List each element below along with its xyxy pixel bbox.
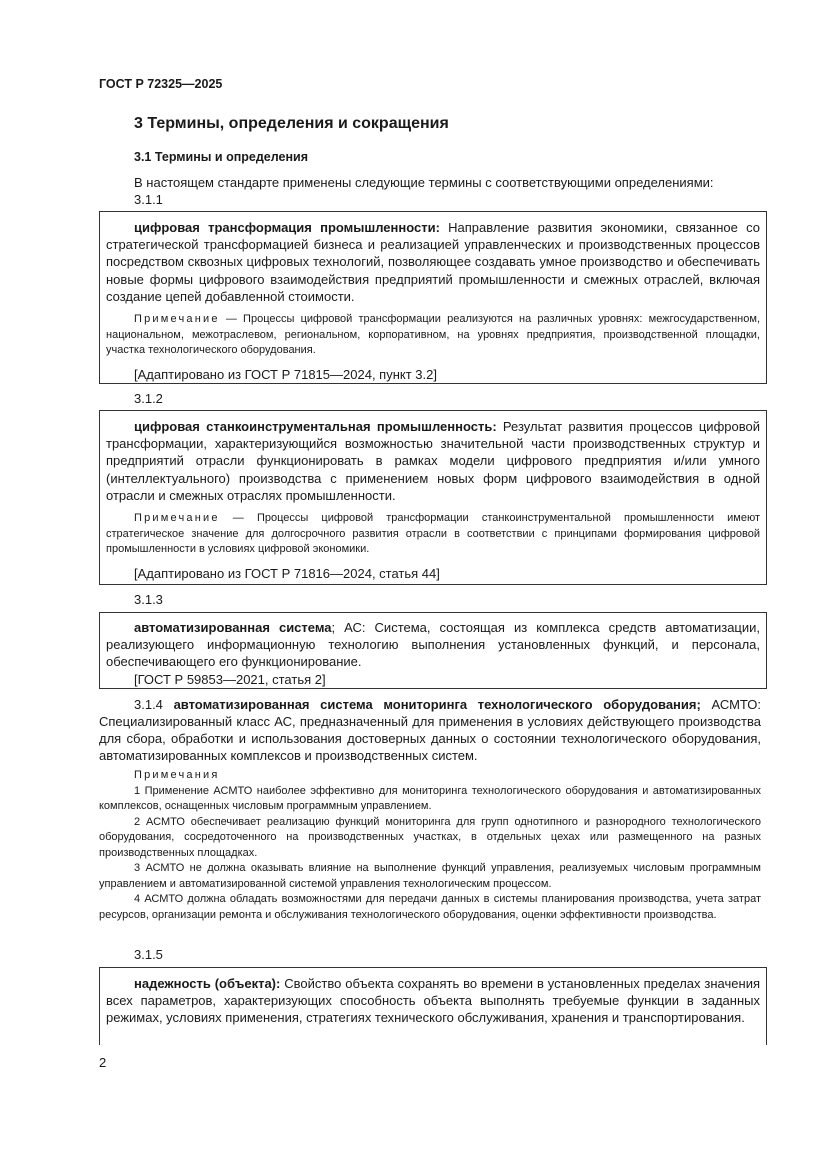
term-number: 3.1.2 [134,391,163,406]
note-item: 4 АСМТО должна обладать возможностями для передачи данных в системы планирования производства, учета затрат ресурсов, организации ремонта и обслуживания технологического оборудования, оценки эффективности производства. [99,893,761,921]
term-number: 3.1.5 [134,947,163,962]
term-name: автоматизированная система [134,620,332,635]
term-notes [99,768,761,923]
term-box [99,612,767,689]
page-number: 2 [99,1055,107,1070]
term-source: [ГОСТ Р 59853—2021, статья 2] [134,671,326,687]
note-item: 3 АСМТО не должна оказывать влияние на выполнение функций управления, реализуемых числовым программным управлением и автоматизированной системой управления технологическим процессом. [99,862,761,890]
term-box [99,211,767,384]
term-number: 3.1.3 [134,592,163,607]
subsection-title: 3.1 Термины и определения [134,150,308,164]
term-name: цифровая станкоинструментальная промышленность: [134,419,497,434]
intro-paragraph: В настоящем стандарте применены следующие термины с соответствующими определениями: [134,175,714,190]
note-item: 1 Применение АСМТО наиболее эффективно для мониторинга технологического оборудования и автоматизированных комплексов, оснащенных числовым программным управлением. [99,784,761,812]
term-box [99,967,767,1045]
term-definition: цифровая трансформация промышленности: Направление развития экономики, связанное со стратегической трансформацией бизнеса и реализацией управленческих и производственных процессов посредством сквозных цифровых технологий, позволяющее создавать умное производство и обеспечивать новые формы цифрового взаимодействия предприятий промышленности и смежных отраслей, включая создание цепей добавленной стоимости. [106,220,760,304]
note-item: 2 АСМТО обеспечивает реализацию функций мониторинга для групп однотипного и разнородного технологического оборудования, сосредоточенного на производственных участках, в отдельных цехах или размещенного на разных производственных площадках. [99,815,761,859]
section-title: 3 Термины, определения и сокращения [134,115,449,132]
term-name: цифровая трансформация промышленности: [134,220,440,235]
term-definition: 3.1.4 автоматизированная система мониторинга технологического оборудования; АСМТО: Специализированный класс АС, предназначенный для применения в условиях действующего производства для сбора, обработки и использования достоверных данных о состоянии технологического оборудования, автоматизированных комплексов и производственных систем. [99,697,761,763]
notes-heading: Примечания [134,769,220,781]
term-note: Примечание — Процессы цифровой трансформации реализуются на различных уровнях: межгосударственном, национальном, межотраслевом, региональном, корпоративном, на уровнях предприятия, производственной площадки, участка технологического оборудования. [106,313,760,357]
term-name: автоматизированная система мониторинга технологического оборудования; [173,697,701,712]
term-note: Примечание — Процессы цифровой трансформации станкоинструментальной промышленности имеют стратегическое значение для долгосрочного развития отрасли в соответствии с принципами формирования цифровой промышленности в условиях цифровой экономики. [106,512,760,556]
term-box [99,410,767,585]
document-header: ГОСТ Р 72325—2025 [99,77,223,91]
term-name: надежность (объекта): [134,976,281,991]
term-source: [Адаптировано из ГОСТ Р 71816—2024, статья 44] [134,565,440,581]
term-source: [Адаптировано из ГОСТ Р 71815—2024, пункт 3.2] [134,366,437,382]
term-number: 3.1.1 [134,192,163,207]
term-definition: надежность (объекта): Свойство объекта сохранять во времени в установленных пределах значения всех параметров, характеризующих способность объекта выполнять требуемые функции в заданных режимах, условиях применения, стратегиях технического обслуживания, хранения и транспортирования. [106,976,760,1026]
term-definition: цифровая станкоинструментальная промышленность: Результат развития процессов цифровой трансформации, характеризующийся возможностью значительной части производственных структур и предприятий отрасли функционировать в рамках модели цифрового предприятия и/или умного (интеллектуального) производства с применением новых форм цифрового взаимодействия в одной отрасли и смежных отраслях промышленности. [106,419,760,503]
term-definition: автоматизированная система; АС: Система, состоящая из комплекса средств автоматизации, реализующего информационную технологию выполнения установленных функций, и персонала, обеспечивающего его функционирование. [106,620,761,670]
